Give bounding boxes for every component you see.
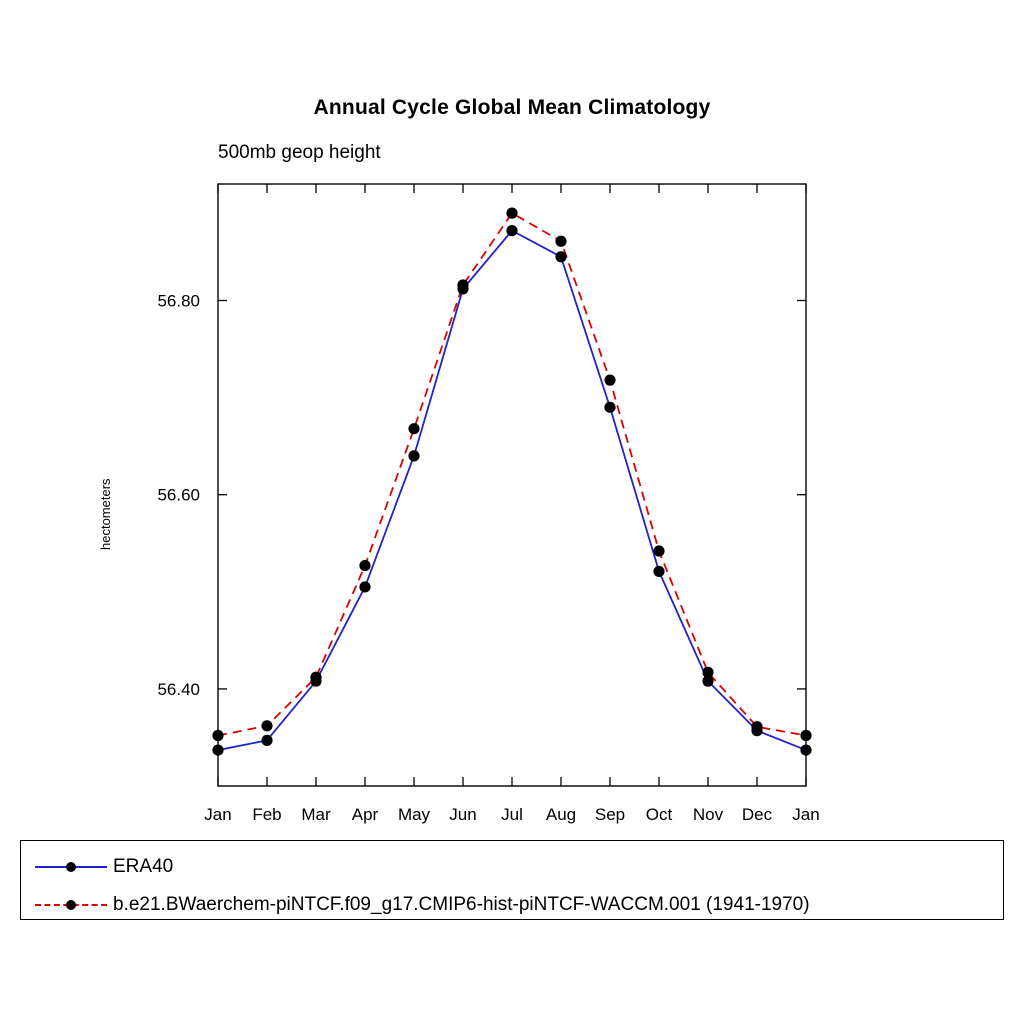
x-tick-label: Jul: [501, 805, 523, 824]
x-tick-label: May: [397, 805, 431, 824]
y-tick-label: 56.40: [157, 679, 200, 699]
series-line-0: [218, 231, 806, 750]
data-point: [604, 402, 615, 413]
x-tick-label: Sep: [594, 805, 626, 824]
data-point: [261, 735, 272, 746]
data-point: [604, 375, 615, 386]
x-tick-label: Jan: [792, 805, 820, 824]
legend-item-0: [21, 847, 1003, 887]
data-point: [751, 721, 762, 732]
data-point: [359, 581, 370, 592]
data-point: [457, 279, 468, 290]
legend-swatch-1: [35, 893, 107, 917]
y-tick-label: 56.80: [157, 291, 200, 311]
data-point: [359, 560, 370, 571]
data-point: [800, 744, 811, 755]
data-point: [408, 423, 419, 434]
legend-item-1: [21, 885, 1003, 925]
y-axis-label: hectometers: [98, 478, 113, 550]
x-tick-label: Feb: [252, 805, 282, 824]
chart-subtitle: 500mb geop height: [218, 142, 381, 163]
data-point: [555, 236, 566, 247]
chart-title: Annual Cycle Global Mean Climatology: [313, 96, 711, 119]
x-tick-label: Dec: [741, 805, 773, 824]
x-tick-label: Oct: [645, 805, 673, 824]
x-tick-label: Mar: [301, 805, 331, 824]
data-point: [702, 667, 713, 678]
x-tick-label: Aug: [545, 805, 577, 824]
legend-swatch-0: [35, 855, 107, 879]
legend-label-0: ERA40: [113, 856, 174, 877]
x-tick-label: Jan: [204, 805, 232, 824]
y-tick-label: 56.60: [157, 485, 200, 505]
data-point: [506, 225, 517, 236]
data-point: [506, 208, 517, 219]
x-tick-label: Jun: [449, 805, 477, 824]
x-tick-label: Nov: [692, 805, 724, 824]
legend: [20, 840, 1004, 920]
series-line-1: [218, 213, 806, 735]
data-point: [261, 720, 272, 731]
data-point: [653, 545, 664, 556]
data-point: [408, 450, 419, 461]
data-point: [310, 672, 321, 683]
data-point: [555, 251, 566, 262]
legend-label-1: b.e21.BWaerchem-piNTCF.f09_g17.CMIP6-hist-piNTCF-WACCM.001 (1941-1970): [113, 894, 810, 915]
plot-frame: [218, 184, 806, 786]
data-point: [212, 730, 223, 741]
data-point: [212, 744, 223, 755]
data-point: [653, 566, 664, 577]
x-tick-label: Apr: [351, 805, 379, 824]
data-point: [800, 730, 811, 741]
